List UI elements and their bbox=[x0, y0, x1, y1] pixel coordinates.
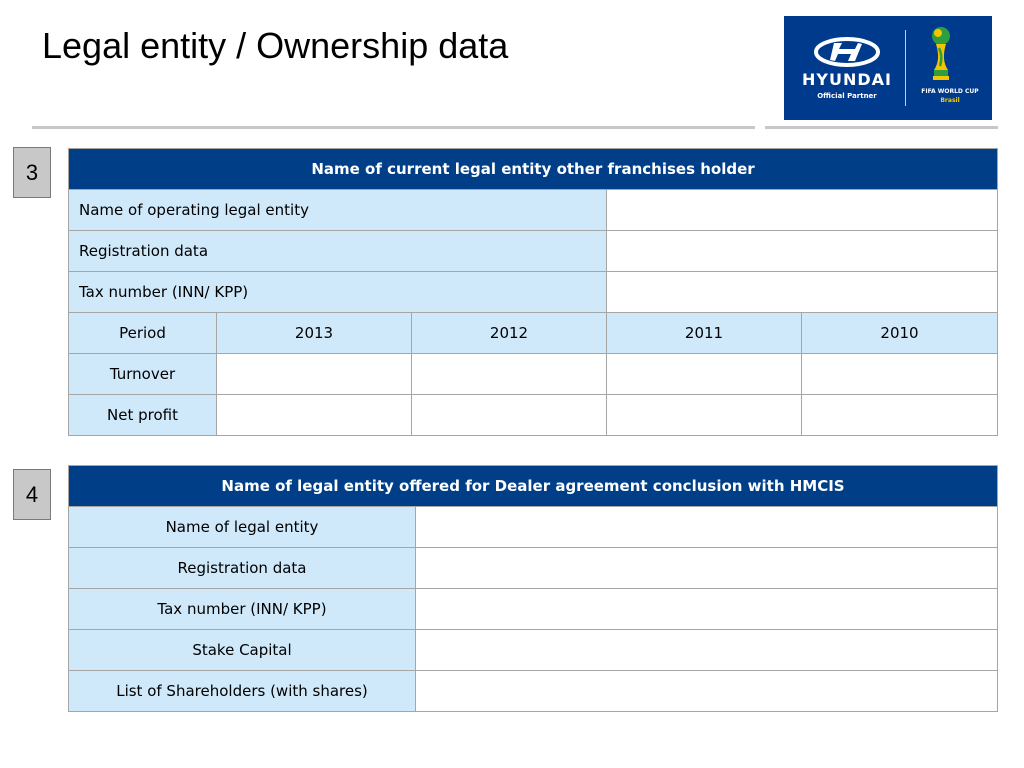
turnover-2010-cell[interactable] bbox=[802, 354, 998, 395]
world-cup-trophy-icon bbox=[928, 26, 954, 86]
title-divider-right bbox=[765, 126, 998, 129]
year-2010: 2010 bbox=[802, 313, 998, 354]
turnover-row bbox=[69, 354, 998, 395]
period-row bbox=[69, 313, 998, 354]
row-label: List of Shareholders (with shares) bbox=[69, 671, 416, 712]
net-profit-row bbox=[69, 395, 998, 436]
row-label: Tax number (INN/ KPP) bbox=[69, 589, 416, 630]
period-label: Period bbox=[69, 313, 217, 354]
offered-entity-header: Name of legal entity offered for Dealer agreement conclusion with HMCIS bbox=[69, 466, 998, 507]
turnover-label: Turnover bbox=[69, 354, 217, 395]
current-entity-header: Name of current legal entity other franchises holder bbox=[69, 149, 998, 190]
year-2012: 2012 bbox=[412, 313, 607, 354]
fifa-world-cup-label: FIFA WORLD CUP bbox=[921, 88, 979, 95]
row-label: Stake Capital bbox=[69, 630, 416, 671]
section-number-4: 4 bbox=[13, 469, 51, 520]
table-row bbox=[69, 548, 998, 589]
stake-capital-value-cell[interactable] bbox=[416, 630, 998, 671]
table-row bbox=[69, 630, 998, 671]
registration-data-value-cell[interactable] bbox=[416, 548, 998, 589]
row-label: Name of operating legal entity bbox=[69, 190, 607, 231]
row-label: Registration data bbox=[69, 231, 607, 272]
section-number-3: 3 bbox=[13, 147, 51, 198]
hyundai-fifa-logo bbox=[784, 16, 992, 120]
table-header-row bbox=[69, 149, 998, 190]
offered-entity-table bbox=[68, 465, 998, 712]
table-row bbox=[69, 272, 998, 313]
year-2011: 2011 bbox=[607, 313, 802, 354]
table-row bbox=[69, 589, 998, 630]
hyundai-wordmark: HYUNDAI bbox=[802, 70, 892, 89]
shareholders-value-cell[interactable] bbox=[416, 671, 998, 712]
page-title: Legal entity / Ownership data bbox=[42, 25, 509, 66]
table-row bbox=[69, 507, 998, 548]
turnover-2012-cell[interactable] bbox=[412, 354, 607, 395]
turnover-2011-cell[interactable] bbox=[607, 354, 802, 395]
tax-number-value-cell[interactable] bbox=[607, 272, 998, 313]
legal-entity-name-value-cell[interactable] bbox=[416, 507, 998, 548]
turnover-2013-cell[interactable] bbox=[217, 354, 412, 395]
net-profit-2012-cell[interactable] bbox=[412, 395, 607, 436]
net-profit-2013-cell[interactable] bbox=[217, 395, 412, 436]
table-row bbox=[69, 671, 998, 712]
net-profit-2010-cell[interactable] bbox=[802, 395, 998, 436]
net-profit-label: Net profit bbox=[69, 395, 217, 436]
tax-number-value-cell[interactable] bbox=[416, 589, 998, 630]
brasil-label: Brasil bbox=[940, 97, 960, 104]
official-partner-label: Official Partner bbox=[817, 92, 877, 100]
hyundai-emblem-icon bbox=[812, 36, 882, 68]
title-divider-left bbox=[32, 126, 755, 129]
net-profit-2011-cell[interactable] bbox=[607, 395, 802, 436]
row-label: Registration data bbox=[69, 548, 416, 589]
operating-entity-value-cell[interactable] bbox=[607, 190, 998, 231]
year-2013: 2013 bbox=[217, 313, 412, 354]
logo-divider bbox=[905, 30, 906, 106]
row-label: Name of legal entity bbox=[69, 507, 416, 548]
current-entity-table bbox=[68, 148, 998, 436]
table-row bbox=[69, 231, 998, 272]
registration-data-value-cell[interactable] bbox=[607, 231, 998, 272]
table-header-row bbox=[69, 466, 998, 507]
row-label: Tax number (INN/ KPP) bbox=[69, 272, 607, 313]
table-row bbox=[69, 190, 998, 231]
